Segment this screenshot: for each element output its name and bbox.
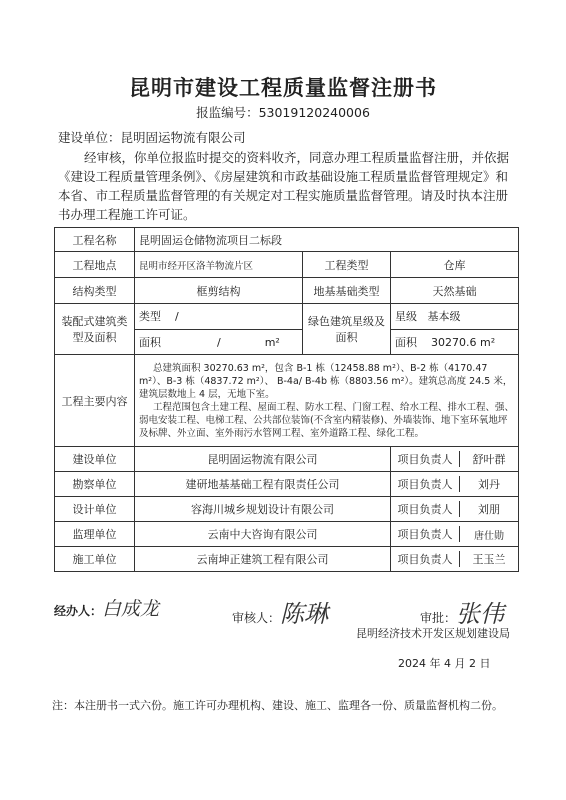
party-person: 舒叶群 — [472, 453, 506, 466]
party-role: 施工单位 — [55, 547, 135, 572]
prefab-label: 装配式建筑类型及面积 — [55, 304, 135, 355]
row-location — [55, 252, 519, 278]
type-label: 工程类型 — [303, 252, 391, 278]
footnote: 注：本注册书一式六份。施工许可办理机构、建设、施工、监理各一份、质量监督机构二份。 — [52, 699, 503, 712]
issue-date: 2024 年 4 月 2 日 — [398, 657, 491, 670]
party-row — [55, 547, 519, 572]
handler-sign: 白成龙 — [102, 598, 160, 620]
prefab-area-label: 面积 — [139, 335, 161, 349]
registration-table — [54, 227, 519, 572]
prefab-type-value: / — [175, 310, 179, 324]
party-role: 设计单位 — [55, 497, 135, 522]
foundation-label: 地基基础类型 — [303, 278, 391, 304]
content-value — [135, 355, 519, 447]
green-area-label: 面积 — [395, 335, 417, 349]
party-name: 云南坤正建筑工程有限公司 — [135, 547, 391, 572]
party-person: 刘朋 — [478, 503, 501, 516]
prefab-inner — [135, 304, 302, 354]
green-level-value: 基本级 — [427, 310, 461, 324]
structure-value: 框剪结构 — [135, 278, 303, 304]
type-value: 仓库 — [391, 252, 519, 278]
party-name: 容海川城乡规划设计有限公司 — [135, 497, 391, 522]
handler-signature — [54, 594, 159, 621]
approver-signature — [420, 594, 504, 629]
location-label: 工程地点 — [55, 252, 135, 278]
approver-sign: 张伟 — [456, 600, 505, 628]
content-scope: 工程范围包含土建工程、屋面工程、防水工程、门窗工程、给水工程、排水工程、强、弱电安装工程、电梯工程、公共部位装饰(不含室内精装修)、外墙装饰、地下室环氧地坪及标牌、外立面、室外雨污水管网工程、室外道路工程、绿化工程。 — [139, 401, 515, 439]
pm-label: 项目负责人 — [391, 551, 460, 567]
project-name-value: 昆明固运仓储物流项目二标段 — [135, 228, 519, 252]
pm-label: 项目负责人 — [391, 476, 460, 492]
green-label: 绿色建筑星级及面积 — [303, 304, 391, 355]
party-role: 建设单位 — [55, 447, 135, 472]
structure-label: 结构类型 — [55, 278, 135, 304]
party-role: 勘察单位 — [55, 472, 135, 497]
document-title: 昆明市建设工程质量监督注册书 — [129, 76, 437, 100]
party-row — [55, 522, 519, 547]
location-value: 昆明市经开区洛羊物流片区 — [135, 252, 303, 278]
row-content — [55, 355, 519, 447]
issuing-authority: 昆明经济技术开发区规划建设局 — [356, 627, 510, 640]
project-name-label: 工程名称 — [55, 228, 135, 252]
prefab-area-value: / — [217, 335, 221, 349]
party-role: 监理单位 — [55, 522, 135, 547]
reviewer-label: 审核人： — [232, 611, 281, 625]
party-row — [55, 447, 519, 472]
party-row — [55, 472, 519, 497]
unit-line — [58, 128, 518, 147]
content-area-summary: 总建筑面积 30270.63 m²，包含 B-1 栋（12458.88 m²）、B-2 栋（4170.47 m²）、B-3 栋（4837.72 m²）、 B-4a/ B-4b 栋（8803.56 m²）。建筑总高度 24.5 米，建筑层数地上 4 层，无地下室。 — [139, 362, 513, 400]
row-prefab-green — [55, 304, 519, 355]
pm-label: 项目负责人 — [391, 451, 460, 467]
party-name: 昆明固运物流有限公司 — [135, 447, 391, 472]
party-row — [55, 497, 519, 522]
reviewer-sign: 陈琳 — [280, 600, 329, 628]
unit-name: 昆明固运物流有限公司 — [120, 130, 246, 145]
party-name: 建研地基基础工程有限责任公司 — [135, 472, 391, 497]
report-number-label: 报监编号： — [196, 105, 259, 120]
party-person: 王玉兰 — [472, 553, 506, 566]
reviewer-signature — [232, 594, 328, 629]
pm-label: 项目负责人 — [391, 526, 460, 542]
content-label: 工程主要内容 — [55, 355, 135, 447]
handler-label: 经办人： — [54, 604, 103, 618]
pm-label: 项目负责人 — [391, 501, 460, 517]
party-person: 唐仕勋 — [474, 530, 505, 542]
approver-label: 审批： — [420, 611, 457, 625]
row-project-name — [55, 228, 519, 252]
party-name: 云南中大咨询有限公司 — [135, 522, 391, 547]
report-number-value: 53019120240006 — [258, 105, 370, 120]
green-area-value: 30270.6 m² — [431, 335, 496, 349]
prefab-area-unit: m² — [264, 335, 280, 349]
intro-body: 经审核，你单位报监时提交的资料收齐，同意办理工程质量监督注册，并依据《建设工程质量管理条例》、《房屋建筑和市政基础设施工程质量监督管理规定》和本省、市工程质量监督管理的有关规定对工程实施质量监督管理。请及时执本注册书办理工程施工许可证。 — [58, 150, 510, 222]
row-structure — [55, 278, 519, 304]
foundation-value: 天然基础 — [391, 278, 519, 304]
party-person: 刘丹 — [478, 478, 501, 491]
report-number — [0, 103, 566, 121]
green-inner — [391, 304, 518, 354]
green-level-label: 星级 — [395, 310, 417, 324]
unit-label: 建设单位： — [58, 130, 121, 145]
prefab-type-label: 类型 — [139, 310, 161, 324]
